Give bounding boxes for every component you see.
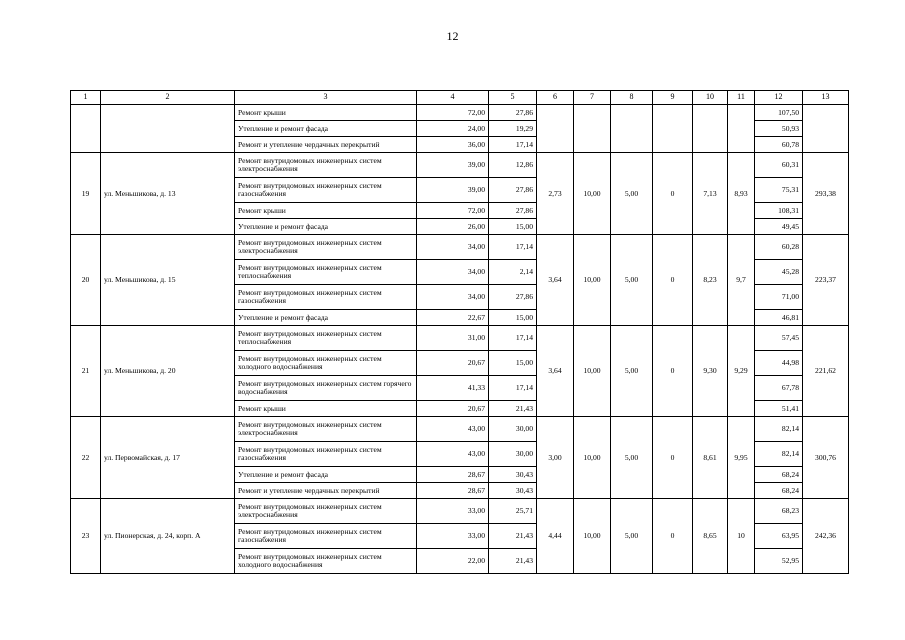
work-name: Ремонт внутридомовых инженерных систем горячего водоснабжения — [235, 376, 417, 401]
group-col9: 0 — [653, 417, 693, 499]
work-total-col12: 60,28 — [755, 235, 803, 260]
work-name: Ремонт внутридомовых инженерных систем теплоснабжения — [235, 326, 417, 351]
table-row — [71, 153, 849, 178]
work-name: Ремонт внутридомовых инженерных систем холодного водоснабжения — [235, 351, 417, 376]
group-col8: 5,00 — [611, 235, 653, 326]
column-header-10: 10 — [693, 91, 728, 105]
work-cost-col5: 15,00 — [489, 351, 537, 376]
work-name: Ремонт внутридомовых инженерных систем теплоснабжения — [235, 260, 417, 285]
group-col9 — [653, 105, 693, 153]
work-cost-col5: 27,86 — [489, 105, 537, 121]
work-cost-col4: 20,67 — [417, 351, 489, 376]
work-cost-col4: 28,67 — [417, 483, 489, 499]
group-col10: 7,13 — [693, 153, 728, 235]
group-col11: 8,93 — [728, 153, 755, 235]
work-name: Ремонт внутридомовых инженерных систем электроснабжения — [235, 499, 417, 524]
work-cost-col4: 34,00 — [417, 235, 489, 260]
work-name: Ремонт и утепление чердачных перекрытий — [235, 137, 417, 153]
group-total-col13: 221,62 — [803, 326, 849, 417]
work-cost-col5: 21,43 — [489, 549, 537, 574]
work-cost-col5: 27,86 — [489, 285, 537, 310]
work-name: Ремонт внутридомовых инженерных систем холодного водоснабжения — [235, 549, 417, 574]
work-cost-col4: 24,00 — [417, 121, 489, 137]
group-col7: 10,00 — [574, 153, 611, 235]
work-total-col12: 44,98 — [755, 351, 803, 376]
work-cost-col5: 17,14 — [489, 376, 537, 401]
work-name: Ремонт крыши — [235, 401, 417, 417]
work-total-col12: 45,28 — [755, 260, 803, 285]
group-col10: 8,65 — [693, 499, 728, 574]
work-cost-col4: 33,00 — [417, 499, 489, 524]
work-total-col12: 107,50 — [755, 105, 803, 121]
work-cost-col4: 43,00 — [417, 442, 489, 467]
group-col8: 5,00 — [611, 326, 653, 417]
column-header-12: 12 — [755, 91, 803, 105]
group-total-col13: 242,36 — [803, 499, 849, 574]
work-name: Ремонт внутридомовых инженерных систем газоснабжения — [235, 442, 417, 467]
group-col10: 8,61 — [693, 417, 728, 499]
work-total-col12: 68,23 — [755, 499, 803, 524]
column-header-8: 8 — [611, 91, 653, 105]
work-total-col12: 63,95 — [755, 524, 803, 549]
work-name: Ремонт внутридомовых инженерных систем электроснабжения — [235, 235, 417, 260]
work-cost-col4: 43,00 — [417, 417, 489, 442]
group-col6 — [537, 105, 574, 153]
work-cost-col5: 17,14 — [489, 137, 537, 153]
group-col11: 9,95 — [728, 417, 755, 499]
work-name: Ремонт внутридомовых инженерных систем электроснабжения — [235, 417, 417, 442]
column-header-11: 11 — [728, 91, 755, 105]
column-header-9: 9 — [653, 91, 693, 105]
work-total-col12: 52,95 — [755, 549, 803, 574]
work-name: Ремонт внутридомовых инженерных систем газоснабжения — [235, 524, 417, 549]
repair-costs-table — [70, 90, 849, 574]
work-total-col12: 51,41 — [755, 401, 803, 417]
column-header-5: 5 — [489, 91, 537, 105]
group-col6: 3,64 — [537, 235, 574, 326]
work-cost-col4: 72,00 — [417, 203, 489, 219]
group-col8: 5,00 — [611, 417, 653, 499]
column-header-6: 6 — [537, 91, 574, 105]
work-cost-col4: 28,67 — [417, 467, 489, 483]
house-number: 22 — [71, 417, 101, 499]
work-total-col12: 82,14 — [755, 442, 803, 467]
work-cost-col5: 25,71 — [489, 499, 537, 524]
work-total-col12: 46,81 — [755, 310, 803, 326]
house-number: 20 — [71, 235, 101, 326]
work-cost-col4: 39,00 — [417, 178, 489, 203]
work-cost-col5: 21,43 — [489, 401, 537, 417]
group-col6: 2,73 — [537, 153, 574, 235]
work-total-col12: 108,31 — [755, 203, 803, 219]
work-cost-col4: 34,00 — [417, 285, 489, 310]
group-col9: 0 — [653, 153, 693, 235]
work-total-col12: 60,78 — [755, 137, 803, 153]
work-cost-col5: 27,86 — [489, 203, 537, 219]
work-name: Ремонт крыши — [235, 203, 417, 219]
house-number — [71, 105, 101, 153]
work-cost-col5: 17,14 — [489, 235, 537, 260]
work-name: Ремонт крыши — [235, 105, 417, 121]
house-address: ул. Меньшикова, д. 15 — [101, 235, 235, 326]
work-total-col12: 71,00 — [755, 285, 803, 310]
group-col9: 0 — [653, 235, 693, 326]
group-total-col13: 300,76 — [803, 417, 849, 499]
work-cost-col5: 2,14 — [489, 260, 537, 285]
work-total-col12: 82,14 — [755, 417, 803, 442]
house-address: ул. Меньшикова, д. 20 — [101, 326, 235, 417]
work-cost-col4: 34,00 — [417, 260, 489, 285]
work-cost-col4: 31,00 — [417, 326, 489, 351]
group-col8: 5,00 — [611, 153, 653, 235]
work-cost-col5: 12,86 — [489, 153, 537, 178]
group-col11: 9,7 — [728, 235, 755, 326]
house-number: 19 — [71, 153, 101, 235]
group-col11 — [728, 105, 755, 153]
group-col9: 0 — [653, 326, 693, 417]
page-number: 12 — [446, 29, 459, 43]
table-row — [71, 417, 849, 442]
column-header-13: 13 — [803, 91, 849, 105]
group-col8 — [611, 105, 653, 153]
group-col10: 8,23 — [693, 235, 728, 326]
group-total-col13: 223,37 — [803, 235, 849, 326]
group-col6: 4,44 — [537, 499, 574, 574]
group-col9: 0 — [653, 499, 693, 574]
work-name: Утепление и ремонт фасада — [235, 310, 417, 326]
work-cost-col5: 30,43 — [489, 467, 537, 483]
work-cost-col4: 20,67 — [417, 401, 489, 417]
work-name: Утепление и ремонт фасада — [235, 121, 417, 137]
work-total-col12: 50,93 — [755, 121, 803, 137]
work-total-col12: 60,31 — [755, 153, 803, 178]
work-total-col12: 68,24 — [755, 467, 803, 483]
group-col11: 9,29 — [728, 326, 755, 417]
work-cost-col4: 36,00 — [417, 137, 489, 153]
group-col11: 10 — [728, 499, 755, 574]
group-col6: 3,64 — [537, 326, 574, 417]
group-total-col13: 293,38 — [803, 153, 849, 235]
work-cost-col5: 30,00 — [489, 442, 537, 467]
column-header-1: 1 — [71, 91, 101, 105]
table-row — [71, 105, 849, 121]
house-address: ул. Меньшикова, д. 13 — [101, 153, 235, 235]
table-row — [71, 235, 849, 260]
group-total-col13 — [803, 105, 849, 153]
work-cost-col4: 33,00 — [417, 524, 489, 549]
work-cost-col5: 15,00 — [489, 310, 537, 326]
group-col7: 10,00 — [574, 326, 611, 417]
work-total-col12: 68,24 — [755, 483, 803, 499]
work-cost-col4: 39,00 — [417, 153, 489, 178]
column-header-4: 4 — [417, 91, 489, 105]
work-total-col12: 49,45 — [755, 219, 803, 235]
work-name: Ремонт внутридомовых инженерных систем электроснабжения — [235, 153, 417, 178]
group-col7: 10,00 — [574, 499, 611, 574]
column-header-2: 2 — [101, 91, 235, 105]
work-cost-col5: 27,86 — [489, 178, 537, 203]
work-cost-col4: 26,00 — [417, 219, 489, 235]
work-name: Утепление и ремонт фасада — [235, 467, 417, 483]
group-col7 — [574, 105, 611, 153]
house-number: 21 — [71, 326, 101, 417]
group-col10: 9,30 — [693, 326, 728, 417]
work-total-col12: 67,78 — [755, 376, 803, 401]
work-cost-col4: 72,00 — [417, 105, 489, 121]
group-col7: 10,00 — [574, 235, 611, 326]
table-row — [71, 326, 849, 351]
work-name: Ремонт и утепление чердачных перекрытий — [235, 483, 417, 499]
work-name: Ремонт внутридомовых инженерных систем газоснабжения — [235, 285, 417, 310]
column-header-3: 3 — [235, 91, 417, 105]
work-cost-col4: 41,33 — [417, 376, 489, 401]
house-address: ул. Пионерская, д. 24, корп. А — [101, 499, 235, 574]
work-cost-col5: 21,43 — [489, 524, 537, 549]
column-header-row — [71, 91, 849, 105]
house-number: 23 — [71, 499, 101, 574]
work-cost-col5: 15,00 — [489, 219, 537, 235]
table-row — [71, 499, 849, 524]
work-total-col12: 57,45 — [755, 326, 803, 351]
work-cost-col4: 22,00 — [417, 549, 489, 574]
group-col8: 5,00 — [611, 499, 653, 574]
house-address: ул. Первомайская, д. 17 — [101, 417, 235, 499]
house-address — [101, 105, 235, 153]
group-col6: 3,00 — [537, 417, 574, 499]
work-cost-col4: 22,67 — [417, 310, 489, 326]
work-cost-col5: 30,43 — [489, 483, 537, 499]
work-cost-col5: 17,14 — [489, 326, 537, 351]
work-total-col12: 75,31 — [755, 178, 803, 203]
work-name: Ремонт внутридомовых инженерных систем газоснабжения — [235, 178, 417, 203]
column-header-7: 7 — [574, 91, 611, 105]
work-cost-col5: 30,00 — [489, 417, 537, 442]
work-cost-col5: 19,29 — [489, 121, 537, 137]
group-col10 — [693, 105, 728, 153]
work-name: Утепление и ремонт фасада — [235, 219, 417, 235]
group-col7: 10,00 — [574, 417, 611, 499]
